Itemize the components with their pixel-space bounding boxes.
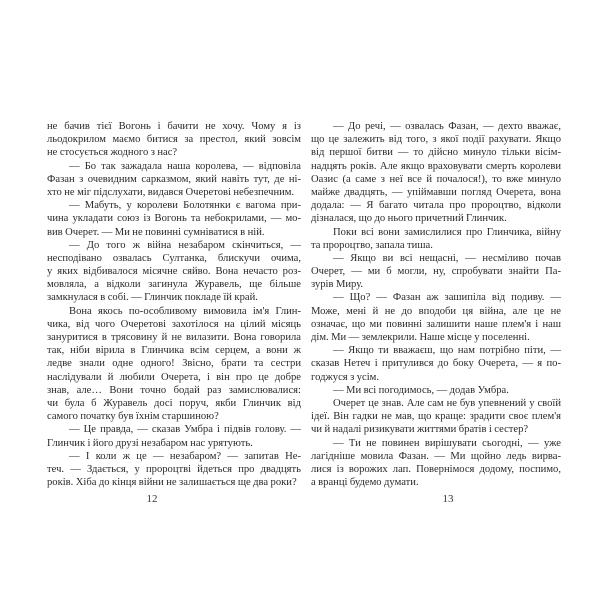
text-line: а вранці будемо думати.: [311, 477, 419, 489]
text-line: — Це правда, — сказав Умбра і підвів голову. —: [69, 424, 301, 436]
text-line: — До речі, — озвалась Фазан, — дехто вважає,: [333, 121, 561, 132]
text-line: років. Хіба до кінця війни не залишається ще два роки?: [47, 477, 297, 489]
text-line: чина укладати союз із Вогонь та небокрилами, — мо-: [47, 213, 301, 225]
page-number-left: 12: [146, 493, 158, 505]
text-line: Може, мені й не до вподоби ця війна, але це не: [311, 305, 561, 317]
text-line: хто не міг підслухати, видався Очеретові небезпечним.: [47, 186, 295, 198]
text-line: у яких відбивалося місячне сяйво. Вона нечасто роз-: [47, 266, 301, 278]
text-line: мовляла, а відколи загинула Журавель, ще більше: [47, 279, 301, 291]
text-line: чи була б Журавель досі поруч, якби Глинчик від: [47, 397, 301, 409]
text-line: зурів Миру.: [311, 279, 364, 291]
text-line: та пророцтво, запала тиша.: [311, 239, 433, 251]
text-line: — Якщо ти вважаєш, що нам потрібно піти, —: [333, 345, 561, 357]
text-line: майже двадцять, — упіймавши погляд Очерета, вона: [311, 186, 561, 198]
text-line: — Ми всі погодимось, — додав Умбра.: [333, 384, 509, 396]
text-line: годжуся з усім.: [311, 371, 380, 383]
text-line: зануритися в трясовину й не вилазити. Вона говорила: [47, 332, 301, 343]
text-line: ідеї. Він гадки не мав, що краще: зрадити своє плем'я: [311, 411, 561, 423]
text-line: Вона якось по-особливому вимовила ім'я Глин-: [69, 305, 301, 317]
text-line: знав, але… Вони точно бодай раз замислювалися:: [47, 384, 301, 396]
text-line: не бачив тієї Вогонь і бачити не хочу. Чому я із: [47, 121, 301, 132]
text-line: означає, що ми повинні залишити наше плем'я і наш: [311, 318, 561, 330]
text-line: Очерет, — ми б могли, ну, спробувати знайти Па-: [311, 266, 561, 278]
text-line: Оазис (а саме з неї все й почалося!), то вже минуло: [311, 173, 561, 185]
text-line: вив Очерет. — Ми не повинні сумніватися в ній.: [47, 226, 265, 238]
text-line: що це залежить від того, з якої події рахувати. Якщо: [311, 134, 561, 146]
text-line: теч. — Здається, у пророцтві йдеться про двадцять: [47, 463, 301, 475]
text-line: надцять років. Але якщо враховувати смерть королеви: [311, 160, 561, 172]
text-line: — Ти не повинен вирішувати сьогодні, — уже: [333, 437, 561, 449]
text-line: Фазан з очевидним сарказмом, який навіть тут, де ні-: [47, 173, 301, 185]
text-line: Глинчик і його друзі незабаром нас урятують.: [47, 437, 253, 449]
text-line: від першої битви — то дійсно минуло тільки вісім-: [311, 147, 561, 159]
text-line: так, ніби вірила в Глинчика всім серцем, а вони ж: [47, 345, 301, 357]
right-page-text: [311, 120, 561, 489]
text-line: самого початку був їхнім старшиною?: [47, 411, 219, 423]
text-line: Очерет це знав. Але сам не був упевнений у своїй: [333, 397, 561, 409]
text-line: — Бо так зажадала наша королева, — відповіла: [69, 160, 301, 172]
text-line: — І коли ж це — незабаром? — запитав Не-: [69, 450, 301, 462]
page-number-right: 13: [442, 493, 454, 505]
text-line: замкнулася в собі. — Глинчик покладе їй край.: [47, 292, 258, 304]
text-line: лися із ворожих лап. Повернімося додому, поспимо,: [311, 463, 561, 475]
text-line: лагідніше мовила Фазан. — Ми щойно ледь вирва-: [311, 450, 561, 462]
text-line: додала: — Я багато читала про пророцтво, відколи: [311, 200, 561, 212]
text-line: — Якщо ви всі нещасні, — несміливо почав: [333, 252, 561, 264]
text-line: — Мабуть, у королеви Болотянки є вагома при-: [69, 200, 301, 212]
text-line: наслідували й любили Очерета, і він про це добре: [47, 371, 301, 383]
text-line: льодокрилом маємо битися за престол, який зовсім: [47, 134, 301, 146]
text-line: ледве знали одне одного! Звісно, брати та сестри: [47, 358, 301, 370]
text-line: не стосується жодного з нас?: [47, 147, 178, 159]
text-line: чика, від чого Очеретові захотілося на цілий місяць: [47, 318, 301, 330]
text-line: чи й надалі ризикувати життями братів і сестер?: [311, 424, 529, 436]
text-line: несподівано озвалась Султанка, блискучи очима,: [47, 252, 301, 264]
text-line: сказав Нетеч і притулився до боку Очерета, — я по-: [311, 358, 561, 370]
text-line: Поки всі вони замислилися про Глинчика, війну: [333, 226, 561, 238]
text-line: дізналася, що до нього причетний Глинчик.: [311, 213, 507, 225]
text-line: дім. Ми — землекрили. Наше місце у поселенні.: [311, 332, 530, 343]
text-line: — Що? — Фазан аж зашипіла від подиву. —: [333, 292, 561, 304]
left-page-text: [47, 120, 301, 489]
text-line: — До того ж війна незабаром скінчиться, —: [69, 239, 301, 251]
